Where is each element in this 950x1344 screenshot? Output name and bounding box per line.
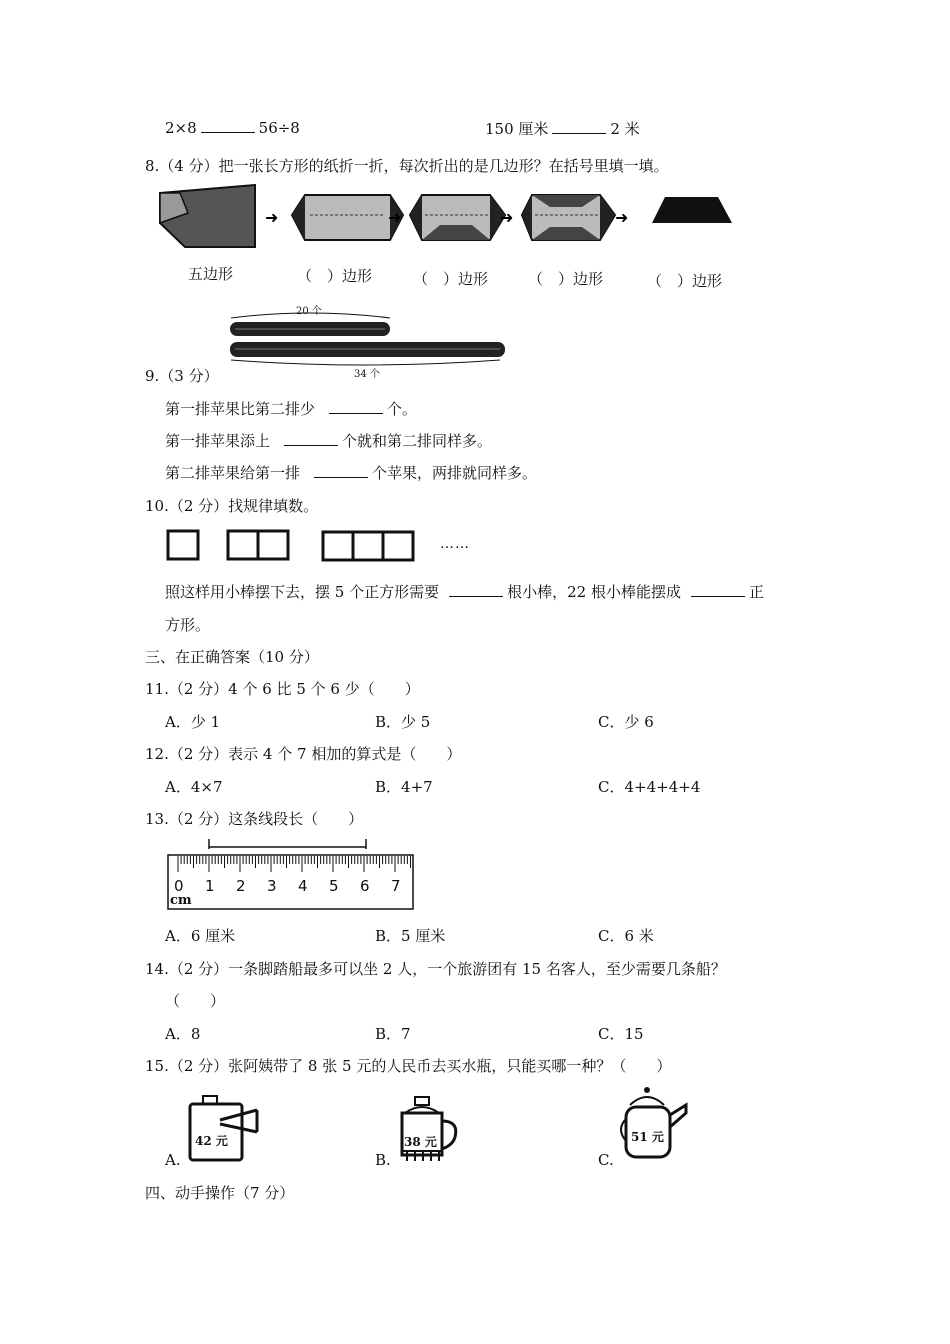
- fold-step-2: [292, 195, 403, 240]
- q14-option-c[interactable]: C．15: [598, 1025, 644, 1043]
- q9-line-2-text-a: 第一排苹果添上: [165, 432, 271, 450]
- ruler-number: 2: [236, 877, 246, 895]
- fold-label-1: 五边形: [188, 265, 234, 283]
- q7-left-b: 56÷8: [258, 119, 300, 137]
- q9-line-2: [165, 430, 492, 451]
- q15-option-a[interactable]: A.: [165, 1151, 181, 1169]
- section-3-title: 三、在正确答案（10 分）: [145, 648, 319, 666]
- ruler-figure: [166, 835, 426, 915]
- q15-option-b[interactable]: B.: [375, 1151, 391, 1169]
- ruler-number: 6: [360, 877, 370, 895]
- q15-question: 15.（2 分）张阿姨带了 8 张 5 元的人民币去买水瓶，只能买哪一种？（ ）: [145, 1057, 672, 1075]
- q10-line-1: [165, 581, 764, 602]
- q10-blank-2[interactable]: [691, 582, 745, 597]
- fold-label-2[interactable]: （ ）边形: [297, 267, 373, 285]
- q15-option-c[interactable]: C.: [598, 1151, 614, 1169]
- q13-option-a[interactable]: A．6 厘米: [165, 927, 236, 945]
- kettle-c-icon[interactable]: [620, 1085, 700, 1165]
- q9-line-1-text-b: 个。: [387, 400, 418, 418]
- q12-question: 12.（2 分）表示 4 个 7 相加的算式是（ ）: [145, 745, 462, 763]
- q12-option-b[interactable]: B．4+7: [375, 778, 433, 796]
- bottom-row-count: 34 个: [354, 369, 380, 380]
- ruler-number: 7: [391, 877, 401, 895]
- price-b: 38 元: [404, 1135, 437, 1149]
- q14-question: 14.（2 分）一条脚踏船最多可以坐 2 人，一个旅游团有 15 名客人，至少需要几条船？: [145, 960, 726, 978]
- q12-option-a[interactable]: A．4×7: [165, 778, 223, 796]
- section-4-title: 四、动手操作（7 分）: [145, 1184, 295, 1202]
- q10-question: 10.（2 分）找规律填数。: [145, 497, 319, 515]
- q7-left-a: 2×8: [165, 119, 197, 137]
- q7-blank-2[interactable]: [552, 119, 606, 134]
- q9-line-3-text-b: 个苹果，两排就同样多。: [372, 464, 538, 482]
- q9-blank-3[interactable]: [314, 463, 368, 478]
- q14-answer-paren[interactable]: （ ）: [165, 992, 226, 1010]
- q11-option-b[interactable]: B．少 5: [375, 713, 431, 731]
- q9-line-1-text-a: 第一排苹果比第二排少: [165, 400, 316, 418]
- fold-label-5[interactable]: （ ）边形: [647, 272, 723, 290]
- q9-line-3-text-a: 第二排苹果给第一排: [165, 464, 301, 482]
- paper-folding-figure: [160, 185, 760, 265]
- ruler-number: 3: [267, 877, 277, 895]
- ruler-number: 4: [298, 877, 308, 895]
- q10-blank-1[interactable]: [449, 582, 503, 597]
- q14-option-b[interactable]: B．7: [375, 1025, 411, 1043]
- fold-step-4: [522, 195, 615, 240]
- q9-line-2-text-b: 个就和第二排同样多。: [342, 432, 493, 450]
- price-c: 51 元: [631, 1130, 664, 1144]
- svg-text:➜: ➜: [615, 208, 629, 227]
- q7-right-a: 150 厘米: [485, 120, 549, 138]
- q13-option-b[interactable]: B．5 厘米: [375, 927, 446, 945]
- q9-question: 9.（3 分）: [145, 367, 219, 385]
- q12-option-c[interactable]: C．4+4+4+4: [598, 778, 701, 796]
- q10-line-1-text-a: 照这样用小棒摆下去，摆 5 个正方形需要: [165, 583, 440, 601]
- q10-line-1-text-b: 根小棒，22 根小棒能摆成: [507, 583, 681, 601]
- price-a: 42 元: [195, 1134, 228, 1148]
- q7-blank-1[interactable]: [201, 118, 255, 133]
- fold-step-3: [410, 195, 505, 240]
- ruler-number: 5: [329, 877, 339, 895]
- q7-right-b: 2 米: [610, 120, 640, 138]
- fold-step-5: [652, 197, 732, 223]
- matchstick-squares-figure: [165, 528, 425, 568]
- svg-text:➜: ➜: [265, 208, 279, 227]
- ruler-number: 0: [174, 877, 184, 895]
- q11-option-c[interactable]: C．少 6: [598, 713, 654, 731]
- thermos-a-icon[interactable]: [185, 1092, 265, 1164]
- q7-row-left: [165, 118, 300, 137]
- ruler-number: 1: [205, 877, 215, 895]
- q13-question: 13.（2 分）这条线段长（ ）: [145, 810, 364, 828]
- fold-step-1: [160, 185, 255, 247]
- pattern-dots: ……: [440, 536, 470, 552]
- q13-option-c[interactable]: C．6 米: [598, 927, 654, 945]
- q10-line-1-text-c: 正: [748, 583, 764, 601]
- q8-question: 8.（4 分）把一张长方形的纸折一折，每次折出的是几边形？在括号里填一填。: [145, 157, 669, 175]
- fold-label-3[interactable]: （ ）边形: [413, 270, 489, 288]
- kettle-b-icon[interactable]: [397, 1095, 467, 1165]
- q9-line-1: [165, 398, 417, 419]
- q10-line-2: 方形。: [165, 616, 211, 634]
- q7-row-right: [485, 118, 640, 139]
- q11-question: 11.（2 分）4 个 6 比 5 个 6 少（ ）: [145, 680, 420, 698]
- ruler-unit: cm: [170, 893, 192, 908]
- q9-line-3: [165, 462, 537, 483]
- q11-option-a[interactable]: A．少 1: [165, 713, 221, 731]
- fold-label-4[interactable]: （ ）边形: [528, 270, 604, 288]
- top-row-count: 20 个: [296, 306, 322, 317]
- q9-blank-1[interactable]: [329, 399, 383, 414]
- svg-text:➜: ➜: [500, 208, 514, 227]
- svg-text:➜: ➜: [388, 208, 402, 227]
- q14-option-a[interactable]: A．8: [165, 1025, 201, 1043]
- q9-blank-2[interactable]: [284, 431, 338, 446]
